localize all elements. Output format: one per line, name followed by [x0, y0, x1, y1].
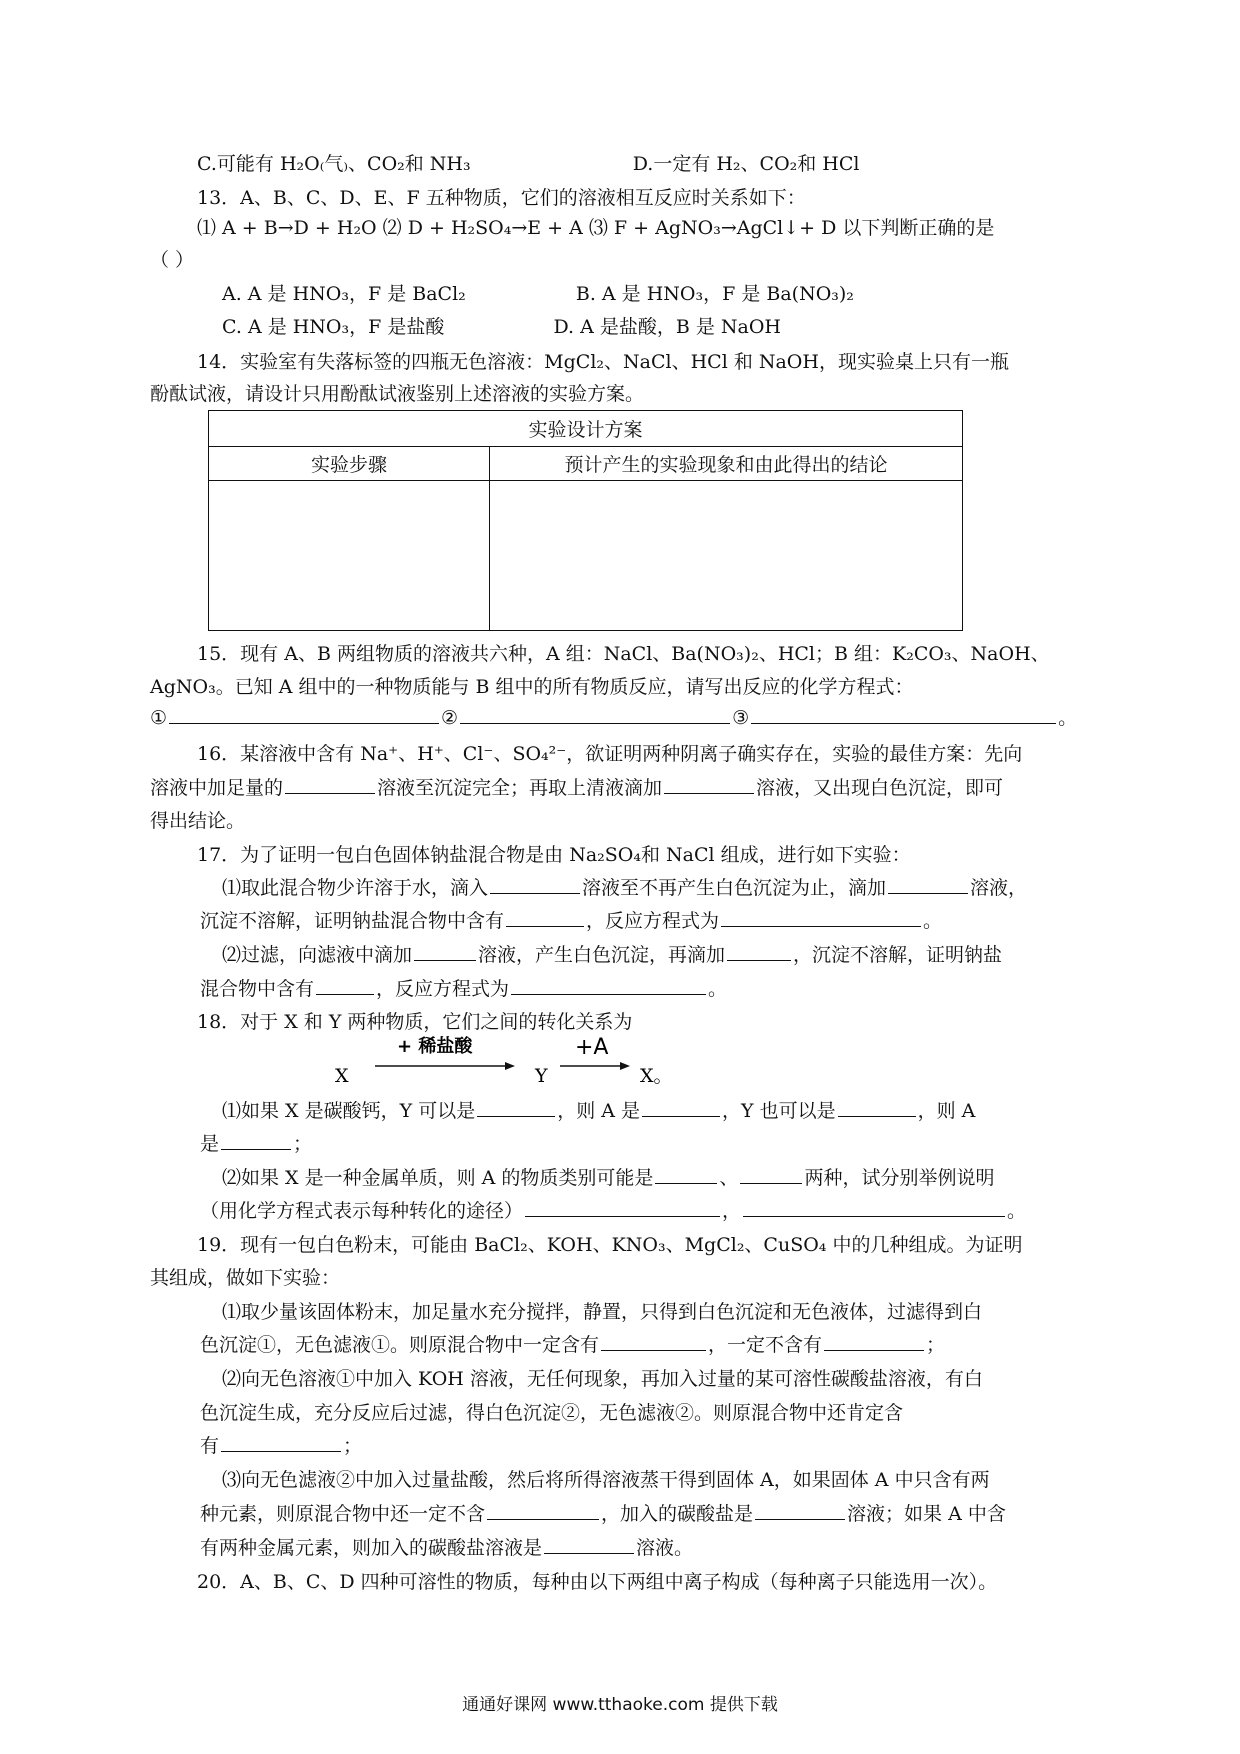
q19-text: 色沉淀①，无色滤液①。则原混合物中一定含有	[200, 1334, 600, 1356]
q18-blank-1[interactable]	[477, 1094, 555, 1117]
x-end-label: X。	[640, 1065, 673, 1087]
q18-text: 是	[200, 1133, 220, 1155]
arrow1-label: + 稀盐酸	[397, 1036, 473, 1057]
q16-text-a: 溶液中加足量的	[150, 777, 284, 799]
q19-part3-line1: ⑶向无色滤液②中加入过量盐酸，然后将所得溶液蒸干得到固体 A，如果固体 A 中只含有两	[222, 1469, 990, 1491]
q19-text: ，一定不含有	[708, 1334, 823, 1356]
q17-text: 沉淀不溶解，证明钠盐混合物中含有	[200, 910, 505, 932]
q18-text: ，则 A	[917, 1100, 976, 1122]
q19-blank-5[interactable]	[755, 1497, 845, 1520]
q17-blank-6[interactable]	[727, 938, 791, 961]
q19-part2-line1: ⑵向无色溶液①中加入 KOH 溶液，无任何现象，再加入过量的某可溶性碳酸盐溶液，有白	[222, 1368, 983, 1390]
q17-part1-line2	[200, 903, 1150, 939]
q13-options-ab	[222, 276, 1172, 312]
q19-part3-line3	[200, 1530, 1150, 1566]
q19-line2: 其组成，做如下实验：	[150, 1267, 341, 1289]
q17-text: ，反应方程式为	[586, 910, 720, 932]
q19-part2-line2: 色沉淀生成，充分反应后过滤，得白色沉淀②，无色滤液②。则原混合物中还肯定含	[200, 1402, 904, 1424]
q17-text: ，沉淀不溶解，证明钠盐	[793, 944, 1003, 966]
q19-text: ；	[343, 1435, 363, 1457]
q15-blank-3[interactable]	[751, 701, 1056, 724]
q19-text: 溶液；如果 A 中含	[847, 1503, 1006, 1525]
q19-text: 有两种金属元素，则加入的碳酸盐溶液是	[200, 1537, 543, 1559]
q18-text: 、	[719, 1167, 739, 1189]
table-cell-steps[interactable]	[209, 481, 490, 631]
q15-answer-line	[150, 700, 1100, 736]
table-title: 实验设计方案	[209, 411, 963, 447]
q16-blank-1[interactable]	[285, 771, 375, 794]
q18-part1-line2	[200, 1126, 1150, 1162]
q13-stem: 13．A、B、C、D、E、F 五种物质，它们的溶液相互反应时关系如下：	[197, 187, 806, 209]
q19-text: ，加入的碳酸盐是	[601, 1503, 754, 1525]
q18-blank-3[interactable]	[838, 1094, 916, 1117]
q16-blank-2[interactable]	[664, 771, 754, 794]
q13-options-cd	[222, 309, 1172, 345]
arrow2-label: +A	[575, 1035, 609, 1060]
q19-part1-line1: ⑴取少量该固体粉末，加足量水充分搅拌，静置，只得到白色沉淀和无色液体，过滤得到白	[222, 1301, 983, 1323]
marker-1: ①	[150, 707, 168, 729]
q14-line2: 酚酞试液，请设计只用酚酞试液鉴别上述溶液的实验方案。	[150, 383, 645, 405]
q17-part2-line2	[200, 971, 1150, 1007]
q15-line1: 15．现有 A、B 两组物质的溶液共六种，A 组：NaCl、Ba(NO₃)₂、HCl；B 组：K₂CO₃、NaOH、	[197, 643, 1050, 665]
table-header-steps: 实验步骤	[209, 447, 490, 481]
y-label: Y	[535, 1065, 548, 1087]
q17-stem: 17．为了证明一包白色固体钠盐混合物是由 Na₂SO₄和 NaCl 组成，进行如下实验：	[197, 844, 911, 866]
q13-option-c: C. A 是 HNO₃，F 是盐酸	[222, 316, 445, 338]
x-label: X	[335, 1065, 349, 1087]
q19-part2-line3	[200, 1428, 1150, 1464]
q13-answer-paren: （ ）	[150, 249, 195, 271]
q17-text: ⑴取此混合物少许溶于水，滴入	[222, 877, 489, 899]
q19-blank-6[interactable]	[544, 1531, 634, 1554]
q16-text-b: 溶液至沉淀完全；再取上清液滴加	[377, 777, 663, 799]
q17-blank-1[interactable]	[490, 871, 580, 894]
q18-blank-5[interactable]	[655, 1161, 717, 1184]
q17-text: 溶液，	[970, 877, 1028, 899]
arrow2-head	[620, 1062, 630, 1070]
q18-text: ，则 A 是	[557, 1100, 641, 1122]
q16-line3: 得出结论。	[150, 810, 246, 832]
q18-blank-6[interactable]	[740, 1161, 802, 1184]
q17-text: ，反应方程式为	[376, 978, 510, 1000]
q19-line1: 19．现有一包白色粉末，可能由 BaCl₂、KOH、KNO₃、MgCl₂、CuSO₄ 中的几种组成。为证明	[197, 1234, 1023, 1256]
q19-part1-line2	[200, 1327, 1150, 1363]
q19-text: ；	[926, 1334, 946, 1356]
q18-text: 两种，试分别举例说明	[804, 1167, 995, 1189]
q19-blank-1[interactable]	[601, 1328, 706, 1351]
marker-3: ③	[732, 707, 750, 729]
q17-text: 溶液，产生白色沉淀，再滴加	[478, 944, 726, 966]
q19-text: 有	[200, 1435, 220, 1457]
q13-option-b: B. A 是 HNO₃，F 是 Ba(NO₃)₂	[575, 283, 854, 305]
q14-line1: 14．实验室有失落标签的四瓶无色溶液：MgCl₂、NaCl、HCl 和 NaOH，现实验桌上只有一瓶	[197, 351, 1009, 373]
q17-blank-2[interactable]	[888, 871, 968, 894]
q17-text: 混合物中含有	[200, 978, 315, 1000]
q18-blank-2[interactable]	[642, 1094, 720, 1117]
q18-text: ，	[722, 1200, 742, 1222]
experiment-design-table	[208, 410, 963, 631]
q20-line1: 20．A、B、C、D 四种可溶性的物质，每种由以下两组中离子构成（每种离子只能选用一次）。	[197, 1571, 998, 1593]
q18-part2-line1	[222, 1160, 1172, 1196]
q17-text: ⑵过滤，向滤液中滴加	[222, 944, 413, 966]
q18-part1-line1	[222, 1093, 1172, 1129]
table-header-results: 预计产生的实验现象和由此得出的结论	[490, 447, 963, 481]
q19-part3-line2	[200, 1496, 1150, 1532]
q18-blank-8[interactable]	[743, 1194, 1005, 1217]
conversion-diagram	[335, 1030, 735, 1090]
q13-reactions: ⑴ A + B→D + H₂O ⑵ D + H₂SO₄→E + A ⑶ F + AgNO₃→AgCl↓+ D 以下判断正确的是	[197, 217, 995, 239]
q17-blank-7[interactable]	[316, 972, 374, 995]
q12-options	[197, 146, 1147, 182]
q13-option-d: D. A 是盐酸，B 是 NaOH	[553, 316, 781, 338]
q13-option-a: A. A 是 HNO₃，F 是 BaCl₂	[222, 283, 466, 305]
period: 。	[1058, 707, 1078, 729]
q18-text: （用化学方程式表示每种转化的途径）	[200, 1200, 524, 1222]
q12-option-c: C.可能有 H₂O₍气₎、CO₂和 NH₃	[197, 153, 471, 175]
q17-part1-line1	[222, 870, 1172, 906]
q18-blank-7[interactable]	[525, 1194, 720, 1217]
q18-text: ，Y 也可以是	[722, 1100, 836, 1122]
q19-blank-4[interactable]	[487, 1497, 599, 1520]
q18-text: 。	[1007, 1200, 1027, 1222]
q19-text: 种元素，则原混合物中还一定不含	[200, 1503, 486, 1525]
arrow1-head	[505, 1062, 515, 1070]
q17-blank-4[interactable]	[721, 904, 921, 927]
q17-blank-8[interactable]	[511, 972, 706, 995]
q17-part2-line1	[222, 937, 1172, 973]
q18-stem: 18．对于 X 和 Y 两种物质，它们之间的转化关系为	[197, 1011, 633, 1033]
q18-blank-4[interactable]	[221, 1127, 291, 1150]
q17-text: 。	[708, 978, 728, 1000]
marker-2: ②	[441, 707, 459, 729]
q15-blank-2[interactable]	[460, 701, 730, 724]
q18-text: ；	[293, 1133, 313, 1155]
q17-text: 溶液至不再产生白色沉淀为止，滴加	[582, 877, 887, 899]
q17-text: 。	[923, 910, 943, 932]
q18-text: ⑴如果 X 是碳酸钙，Y 可以是	[222, 1100, 476, 1122]
q18-text: ⑵如果 X 是一种金属单质，则 A 的物质类别可能是	[222, 1167, 654, 1189]
q18-part2-line2	[200, 1193, 1150, 1229]
q19-blank-2[interactable]	[824, 1328, 924, 1351]
q16-line1: 16．某溶液中含有 Na⁺、H⁺、Cl⁻、SO₄²⁻，欲证明两种阴离子确实存在，实验的最佳方案：先向	[197, 743, 1023, 765]
q19-text: 溶液。	[636, 1537, 694, 1559]
q16-text-c: 溶液，又出现白色沉淀，即可	[756, 777, 1004, 799]
q12-option-d: D.一定有 H₂、CO₂和 HCl	[632, 153, 860, 175]
q15-line2: AgNO₃。已知 A 组中的一种物质能与 B 组中的所有物质反应，请写出反应的化学方程式：	[150, 676, 914, 698]
q17-blank-5[interactable]	[414, 938, 476, 961]
q15-blank-1[interactable]	[169, 701, 439, 724]
page-footer: 通通好课网 www.tthaoke.com 提供下载	[462, 1695, 778, 1715]
q17-blank-3[interactable]	[506, 904, 584, 927]
q19-blank-3[interactable]	[221, 1429, 341, 1452]
q16-line2	[150, 770, 1100, 806]
table-cell-results[interactable]	[490, 481, 963, 631]
